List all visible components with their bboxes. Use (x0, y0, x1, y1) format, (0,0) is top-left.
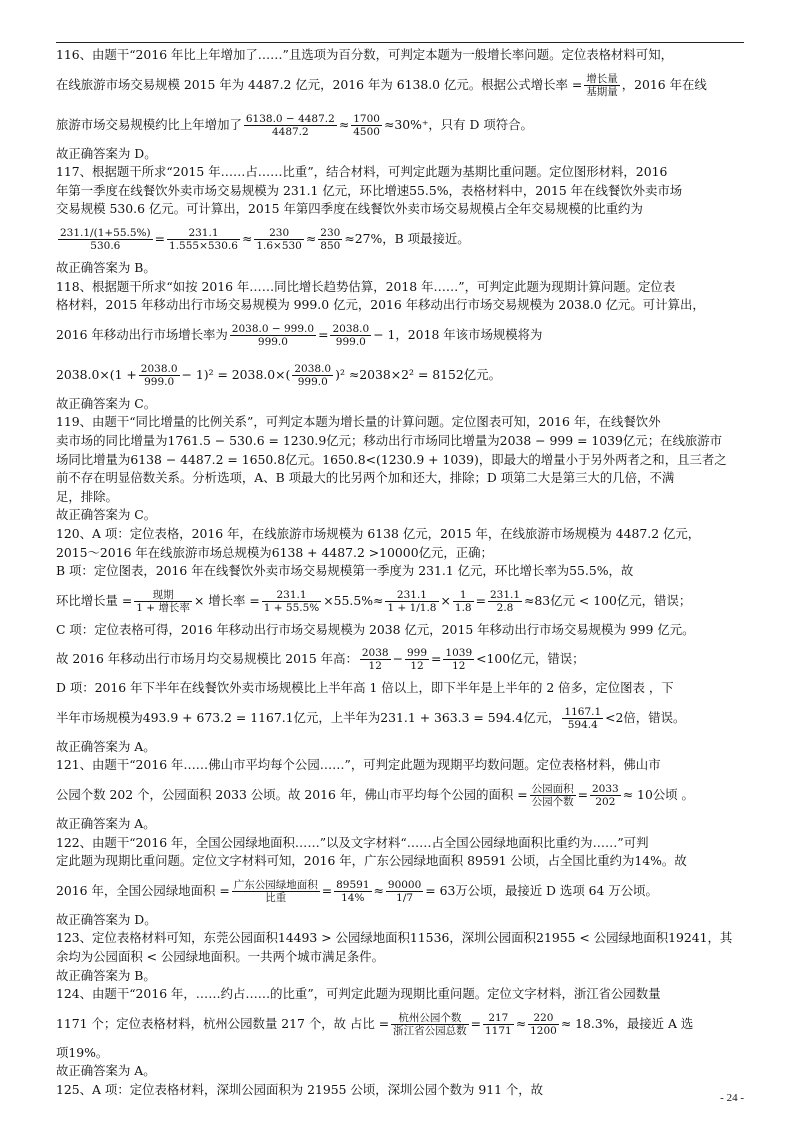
fraction (254, 227, 304, 252)
fraction-numerator: 2038.0 − 999.0 (231, 322, 315, 335)
fraction (230, 323, 316, 348)
fraction-numerator: 230 (320, 226, 341, 239)
text-line (56, 315, 746, 355)
fraction-numerator: 杭州公园个数 (391, 1012, 469, 1025)
text-line: 项19%。 (56, 1044, 109, 1060)
text-line (56, 65, 746, 105)
text-line: 故正确答案为 D。 (56, 145, 157, 161)
fraction-numerator: 2038 (361, 647, 389, 660)
text-run: = (318, 326, 329, 342)
text-line: 故正确答案为 C。 (56, 395, 157, 411)
fraction-numerator: 6138.0 − 4487.2 (245, 112, 335, 125)
text-line: 故正确答案为 D。 (56, 911, 157, 927)
text-line (56, 871, 746, 911)
text-run: − (392, 651, 403, 667)
fraction (232, 879, 320, 904)
text-line: 年第一季度在线餐饮外卖市场交易规模为 231.1 亿元，环比增速55.5%，表格材料中，2015 年在线餐饮外卖市场 (56, 182, 683, 198)
text-line: 125、A 项：定位表格材料，深圳公园面积为 21955 公顷，深圳公园个数为 911 个，故 (56, 1082, 544, 1097)
text-run: = (577, 787, 588, 803)
fraction-denominator: 202 (595, 796, 616, 809)
fraction-numerator: 2033 (592, 783, 619, 796)
fraction (134, 589, 192, 614)
text-run: 2016 年，全国公园绿地面积 = (56, 882, 230, 898)
text-run: = (321, 882, 333, 898)
fraction-denominator: 1200 (530, 1024, 557, 1037)
fraction-denominator: 4500 (353, 125, 380, 138)
fraction-denominator: 2.8 (496, 601, 514, 614)
text-line: 故正确答案为 A。 (56, 738, 156, 754)
fraction-denominator: 1.555×530.6 (169, 239, 238, 252)
fraction-denominator: 850 (320, 239, 341, 252)
fraction-numerator: 999 (406, 647, 428, 660)
text-run: ≈ 10公顷 。 (622, 787, 694, 803)
fraction (139, 363, 180, 388)
text-line: 故正确答案为 A。 (56, 816, 156, 832)
text-line: 故正确答案为 A。 (56, 1063, 156, 1079)
formula-label: 增长率 = (530, 76, 583, 92)
text-line: 120、A 项：定位表格，2016 年，在线旅游市场规模为 6138 亿元，2015 年，在线旅游市场规模为 4487.2 亿元， (56, 525, 701, 541)
fraction-denominator: 1 + 增长率 (136, 601, 190, 614)
fraction (530, 783, 576, 808)
fraction-denominator: 1.6×530 (256, 239, 302, 252)
fraction (262, 589, 322, 614)
text-line: 定此题为现期比重问题。定位文字材料可知，2016 年，广东公园绿地面积 89591 公顷，占全国比重约为14%。故 (56, 853, 687, 869)
text-run: × 增长率 = (193, 592, 260, 608)
fraction-denominator: 1 + 55.5% (263, 601, 320, 614)
fraction-denominator: 999.0 (257, 335, 288, 348)
text-run: ，2016 年在线 (621, 76, 707, 92)
fraction (483, 1012, 514, 1037)
text-line: 2015～2016 年在线旅游市场总规模为6138 + 4487.2 >10000亿元，正确； (56, 544, 493, 560)
fraction (405, 647, 429, 672)
text-run: <100亿元，错误； (476, 651, 585, 667)
fraction (584, 73, 620, 98)
fraction-numerator: 90000 (387, 878, 422, 891)
text-line: 121、由题干“2016 年……佛山市平均每个公园……”，可判定此题为现期平均数问题。定位表格材料，佛山市 (56, 757, 661, 773)
text-run: ≈27%，B 项最接近。 (344, 230, 470, 246)
text-run: 2016 年移动出行市场增长率为 (56, 326, 228, 342)
text-line (56, 219, 746, 259)
fraction (391, 1012, 469, 1037)
fraction (443, 647, 474, 672)
text-line: 足，排除。 (56, 488, 118, 504)
fraction (244, 113, 337, 138)
text-run: = 63万公顷，最接近 D 选项 64 万公顷。 (425, 882, 658, 898)
fraction-denominator: 14% (341, 891, 365, 904)
text-run: ≈ (338, 116, 350, 132)
text-line: 119、由题干“同比增量的比例关系”，可判定本题为增长量的计算问题。定位图表可知，2016 年，在线餐饮外 (56, 414, 661, 430)
fraction-denominator: 公园个数 (531, 796, 574, 809)
fraction (385, 589, 438, 614)
fraction-numerator: 2038.0 (332, 322, 370, 335)
fraction (590, 783, 621, 808)
fraction-denominator: 12 (452, 660, 466, 673)
text-line: 格材料，2015 年移动出行市场交易规模为 999.0 亿元，2016 年移动出行市场交易规模为 2038.0 亿元。可计算出， (56, 297, 705, 313)
fraction-numerator: 1700 (353, 112, 380, 125)
fraction-numerator: 217 (483, 1012, 514, 1025)
text-run: 旅游市场交易规模约比上年增加了 (56, 116, 242, 132)
text-line (56, 1004, 746, 1044)
fraction-numerator: 230 (254, 227, 304, 240)
fraction-numerator: 231.1 (167, 227, 240, 240)
text-line (56, 775, 746, 815)
text-run: ≈83亿元 < 100亿元，错误； (524, 592, 692, 608)
fraction-numerator: 220 (528, 1012, 559, 1025)
fraction (360, 647, 391, 672)
text-run: × (440, 592, 451, 608)
text-run: 环比增长量 = (56, 592, 133, 608)
text-line: 卖市场的同比增量为1761.5 − 530.6 = 1230.9亿元；移动出行市场同比增量为2038 − 999 = 1039亿元；在线旅游市 (56, 432, 723, 448)
text-run: − 1)² = 2038.0×( (181, 366, 291, 382)
fraction-denominator: 999.0 (335, 335, 366, 348)
fraction-denominator: 12 (410, 660, 424, 673)
fraction (318, 227, 342, 252)
fraction (167, 227, 240, 252)
answer-explanations (56, 46, 746, 1100)
text-line: 118、根据题干所求“如按 2016 年……同比增长趋势估算，2018 年……”，可判定此题为现期计算问题。定位表 (56, 278, 676, 294)
fraction (292, 363, 333, 388)
text-line: 123、定位表格材料可知，东莞公园面积14493 > 公园绿地面积11536，深圳公园面积21955 < 公园绿地面积19241，其 (56, 930, 733, 946)
fraction-denominator: 1/7 (396, 891, 414, 904)
fraction (488, 589, 522, 614)
text-run: = (475, 592, 486, 608)
fraction-numerator: 2038.0 (140, 362, 178, 375)
fraction-numerator: 1167.1 (564, 705, 602, 718)
text-line (56, 698, 746, 738)
fraction-denominator: 12 (368, 660, 382, 673)
text-line: 117、根据题干所求“2015 年……占……比重”，结合材料，可判定此题为基期比重问题。定位图形材料，2016 (56, 164, 668, 180)
fraction-denominator: 999.0 (144, 375, 175, 388)
fraction-denominator: 4487.2 (271, 125, 309, 138)
text-line: 场同比增量为6138 − 4487.2 = 1650.8亿元。1650.8<(1230.9 + 1039)，即最大的增量小于另外两者之和，且三者之 (56, 451, 727, 467)
fraction (453, 589, 474, 614)
text-line (56, 639, 746, 679)
text-run: ≈30%⁺，只有 D 项符合。 (383, 116, 533, 132)
text-run: <2倍，错误。 (605, 709, 686, 725)
text-run: 1171 个；定位表格材料，杭州公园数量 217 个，故 占比 = (56, 1015, 390, 1031)
text-line: D 项：2016 年下半年在线餐饮外卖市场规模比上半年高 1 倍以上，即下半年是上半年的 2 倍多，定位图表 ，下 (56, 680, 674, 696)
fraction-denominator: 530.6 (90, 239, 121, 252)
fraction-denominator: 999.0 (297, 375, 328, 388)
text-run: ×55.5%≈ (323, 592, 384, 608)
text-line (56, 355, 746, 395)
text-line (56, 105, 746, 145)
fraction (334, 879, 371, 904)
text-run: 在线旅游市场交易规模 2015 年为 4487.2 亿元，2016 年为 6138.0 亿元。根据公式 (56, 76, 531, 92)
text-run: 公园个数 202 个，公园面积 2033 公顷。故 2016 年，佛山市平均每个公园的面积 = (56, 787, 528, 803)
text-line (56, 581, 746, 621)
fraction (351, 113, 382, 138)
text-run: )² ≈2038×2² = 8152亿元。 (335, 366, 501, 382)
text-line: 前不存在明显倍数关系。分析选项，A、B 项最大的比另两个加和还大，排除；D 项第二大是第三大的几倍，不满 (56, 470, 675, 486)
text-line: 交易规模 530.6 亿元。可计算出，2015 年第四季度在线餐饮外卖市场交易规模占全年交易规模的比重约为 (56, 201, 643, 217)
text-run: 半年市场规模为493.9 + 673.2 = 1167.1亿元，上半年为231.1 + 363.3 = 594.4亿元， (56, 709, 561, 725)
text-run: ≈ (373, 882, 384, 898)
text-line: 故正确答案为 B。 (56, 259, 156, 275)
fraction-numerator: 231.1 (262, 589, 322, 602)
fraction-denominator: 1 + 1/1.8 (387, 601, 437, 614)
text-line: 余均为公园面积 < 公园绿地面积。一共两个城市满足条件。 (56, 949, 385, 965)
fraction-numerator: 231.1 (385, 589, 438, 602)
fraction-numerator: 现期 (134, 589, 192, 602)
fraction-denominator: 1171 (484, 1024, 512, 1037)
text-run: 故 2016 年移动出行市场月均交易规模比 2015 年高： (56, 651, 358, 667)
text-line: 124、由题干“2016 年，……约占……的比重”，可判定此题为现期比重问题。定位文字材料，浙江省公园数量 (56, 986, 661, 1002)
text-run: − 1，2018 年该市场规模将为 (373, 326, 543, 342)
fraction-denominator: 比重 (265, 891, 287, 904)
fraction-denominator: 基期量 (586, 85, 618, 98)
page-number: - 24 - (720, 1092, 744, 1104)
fraction-numerator: 231.1/(1+55.5%) (60, 226, 151, 239)
fraction-numerator: 广东公园绿地面积 (233, 878, 318, 891)
text-line: 116、由题干“2016 年比上年增加了……”且选项为百分数，可判定本题为一般增长率问题。定位表格材料可知， (56, 47, 673, 62)
text-run: = (431, 651, 442, 667)
fraction-numerator: 1039 (445, 647, 473, 660)
fraction-numerator: 2038.0 (294, 362, 332, 375)
text-line: 故正确答案为 C。 (56, 507, 157, 523)
text-line: 122、由题干“2016 年，全国公园绿地面积……”以及文字材料“……占全国公园绿地面积比重约为……”可判 (56, 834, 649, 850)
fraction-numerator: 公园面积 (531, 783, 574, 796)
text-run: = (470, 1015, 481, 1031)
fraction-numerator: 89591 (336, 878, 370, 891)
header-rule (56, 42, 744, 43)
fraction-denominator: 浙江省公园总数 (393, 1024, 467, 1037)
fraction (58, 227, 153, 252)
text-run: ≈ 18.3%，最接近 A 选 (560, 1015, 694, 1031)
text-run: ≈ (515, 1015, 527, 1031)
fraction-numerator: 231.1 (489, 588, 521, 601)
text-line: B 项：定位图表，2016 年在线餐饮外卖市场交易规模第一季度为 231.1 亿元，环比增长率为55.5%，故 (56, 563, 634, 579)
fraction-numerator: 1 (453, 589, 474, 602)
fraction (562, 706, 603, 731)
fraction-denominator: 594.4 (567, 718, 598, 731)
text-run: ≈ (241, 230, 253, 246)
fraction-denominator: 1.8 (454, 601, 472, 614)
fraction (528, 1012, 559, 1037)
text-line: C 项：定位表格可得，2016 年移动出行市场交易规模为 2038 亿元，2015 年移动出行市场交易规模为 999 亿元。 (56, 621, 695, 637)
text-run: = (154, 230, 166, 246)
fraction (330, 323, 371, 348)
text-run: 2038.0×(1 + (56, 366, 137, 382)
fraction (386, 879, 423, 904)
text-run: ≈ (305, 230, 317, 246)
fraction-numerator: 增长量 (586, 72, 618, 85)
text-line: 故正确答案为 B。 (56, 967, 156, 983)
